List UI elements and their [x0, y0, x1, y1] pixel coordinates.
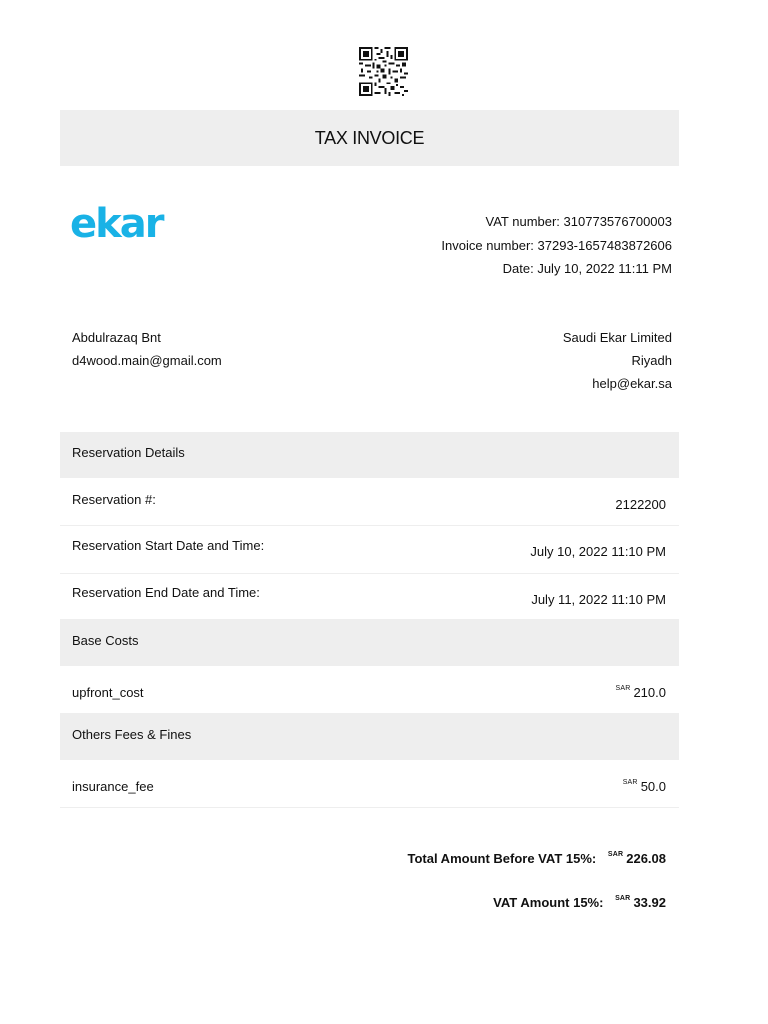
reservation-number-row — [60, 478, 679, 526]
reservation-end: July 11, 2022 11:10 PM — [531, 592, 666, 607]
insurance-fee-value: 50.0 — [640, 779, 666, 794]
section-title: Others Fees & Fines — [72, 727, 192, 742]
upfront-cost-row — [60, 666, 679, 713]
currency-label: SAR — [615, 895, 631, 902]
section-title: Base Costs — [72, 633, 139, 648]
invoice-date-label: Date: — [502, 261, 534, 276]
upfront-cost-amount — [615, 685, 666, 700]
insurance-fee-amount — [623, 779, 666, 794]
total-before-vat-value: 226.08 — [626, 851, 666, 866]
reservation-start-row — [60, 526, 679, 574]
reservation-end-row — [60, 574, 679, 619]
other-fees-header — [60, 713, 679, 760]
company-city: Riyadh — [631, 353, 672, 368]
invoice-number-row — [441, 234, 672, 258]
currency-label: SAR — [615, 685, 631, 692]
invoice-date-row — [441, 257, 672, 281]
reservation-number: 2122200 — [615, 497, 666, 512]
company-info — [563, 326, 672, 395]
total-before-vat — [407, 851, 666, 866]
vat-amount-label: VAT Amount 15%: — [493, 895, 604, 910]
total-before-vat-label: Total Amount Before VAT 15%: — [407, 851, 597, 866]
reservation-start-label: Reservation Start Date and Time: — [72, 538, 265, 553]
invoice-number-label: Invoice number: — [441, 237, 534, 253]
vat-number-label: VAT number: — [485, 214, 560, 229]
page-title: TAX INVOICE — [314, 127, 425, 148]
base-costs-header — [60, 619, 679, 666]
reservation-start: July 10, 2022 11:10 PM — [530, 544, 666, 559]
vat-amount — [493, 895, 666, 910]
currency-label: SAR — [622, 779, 638, 786]
reservation-details-header — [60, 432, 679, 478]
invoice-number: 37293-1657483872606 — [537, 237, 672, 253]
insurance-fee-row — [60, 760, 679, 808]
customer-email: d4wood.main@gmail.com — [72, 353, 222, 368]
customer-info — [72, 326, 222, 372]
vat-amount-value: 33.92 — [633, 895, 666, 910]
insurance-fee-label: insurance_fee — [72, 779, 154, 794]
qr-code — [359, 47, 408, 96]
customer-name: Abdulrazaq Bnt — [72, 330, 161, 345]
invoice-meta — [441, 210, 672, 281]
reservation-number-label: Reservation #: — [72, 492, 156, 507]
upfront-cost-label: upfront_cost — [72, 685, 144, 700]
section-title: Reservation Details — [72, 445, 185, 460]
ekar-logo — [70, 200, 170, 248]
invoice-date: July 10, 2022 11:11 PM — [537, 261, 672, 276]
title-bar — [60, 110, 679, 166]
logo-text: ekar — [70, 201, 163, 247]
currency-label: SAR — [607, 851, 624, 858]
company-email: help@ekar.sa — [592, 376, 672, 391]
vat-number: 310773576700003 — [563, 214, 672, 229]
company-name: Saudi Ekar Limited — [562, 330, 672, 345]
vat-number-row — [441, 210, 672, 234]
upfront-cost-value: 210.0 — [633, 685, 666, 700]
reservation-end-label: Reservation End Date and Time: — [72, 585, 260, 600]
